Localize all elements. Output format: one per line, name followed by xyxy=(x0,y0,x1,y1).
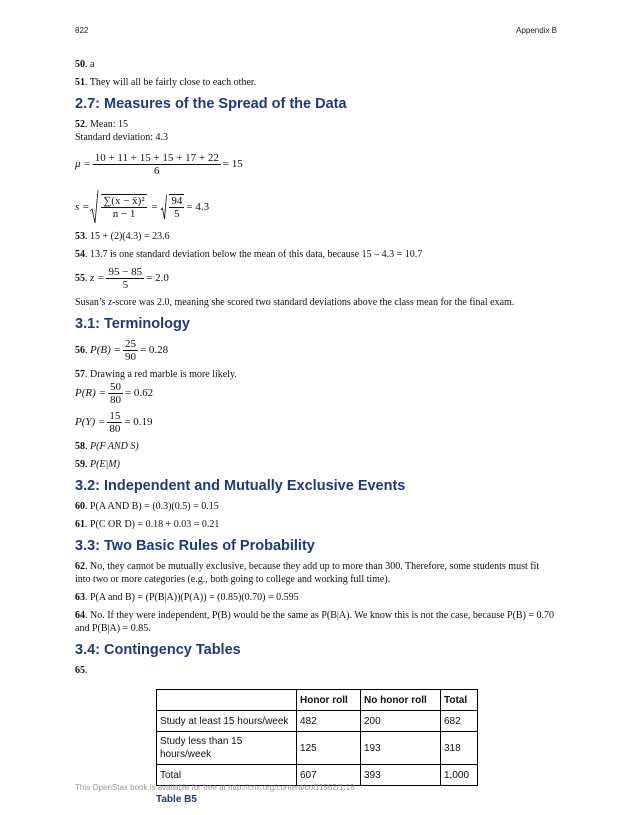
answer-59: 59. P(E|M) xyxy=(75,459,120,470)
answer-64: 64. No. If they were independent, P(B) would be the same as P(B|A). We know this is not the case, because P(B) = 0.70 and P(B|A) = 0.85. xyxy=(75,610,555,634)
table-cell: 393 xyxy=(361,765,441,786)
table-cell: Study less than 15 hours/week xyxy=(157,732,297,765)
mean-formula: μ = $\frac{10 + 11 + 15 + 15 + 17 + 22}{6}$ = 15 xyxy=(75,152,243,177)
section-heading-2-7: 2.7: Measures of the Spread of the Data xyxy=(75,96,347,112)
answer-65: 65. xyxy=(75,665,88,676)
running-header: Appendix B xyxy=(516,26,557,35)
table-cell: Study at least 15 hours/week xyxy=(157,711,297,732)
answer-58: 58. P(F AND S) xyxy=(75,441,139,452)
table-caption: Table B5 xyxy=(156,794,197,805)
answer-60: 60. P(A AND B) = (0.3)(0.5) = 0.15 xyxy=(75,501,219,512)
answer-52: 52. Mean: 15 xyxy=(75,119,129,130)
prob-yellow-formula: P(Y) = $\frac{15}{80}$ = 0.19 xyxy=(75,410,153,435)
answer-57: 57. Drawing a red marble is more likely. xyxy=(75,369,237,380)
contingency-table xyxy=(156,689,478,786)
table-cell: Total xyxy=(157,765,297,786)
answer-53: 53. 15 + (2)(4.3) = 23.6 xyxy=(75,231,170,242)
table-cell: 682 xyxy=(441,711,478,732)
answer-55-note: Susan’s z-score was 2.0, meaning she scored two standard deviations above the class mean for the final exam. xyxy=(75,297,515,308)
table-header-cell: No honor roll xyxy=(361,690,441,711)
table-cell: 125 xyxy=(297,732,361,765)
table-header-cell: Total xyxy=(441,690,478,711)
table-cell: 193 xyxy=(361,732,441,765)
table-row xyxy=(157,732,478,765)
sqrt-icon: $\frac{94}{5}$ xyxy=(160,194,186,220)
section-heading-3-2: 3.2: Independent and Mutually Exclusive Events xyxy=(75,478,406,494)
table-row xyxy=(157,711,478,732)
answer-56: 56 . P(B) = $\frac{25}{90}$ = 0.28 xyxy=(75,338,169,363)
table-cell: 607 xyxy=(297,765,361,786)
answer-50: 50. a xyxy=(75,59,95,70)
table-header-cell xyxy=(157,690,297,711)
page-number: 822 xyxy=(75,26,89,35)
answer-52-sd: Standard deviation: 4.3 xyxy=(75,132,169,143)
table-cell: 1,000 xyxy=(441,765,478,786)
table-header-cell: Honor roll xyxy=(297,690,361,711)
answer-55: 55 . z = $\frac{95 - 85}{5}$ = 2.0 xyxy=(75,266,169,291)
sd-formula: s = $\frac{\text{∑(x − x̄)²}}{n - 1}$ = $\frac{94}{5}$ = 4.3 xyxy=(75,189,557,225)
prob-red-formula: P(R) = $\frac{50}{80}$ = 0.62 xyxy=(75,381,154,406)
answer-63: 63. P(A and B) = (P(B|A))(P(A)) = (0.85)(0.70) = 0.595 xyxy=(75,592,299,603)
page-footer: This OpenStax book is available for free at http://cnx.org/content/col11562/1.18 xyxy=(75,783,355,792)
section-heading-3-1: 3.1: Terminology xyxy=(75,316,190,332)
answer-51: 51. They will all be fairly close to each other. xyxy=(75,77,257,88)
answer-61: 61. P(C OR D) = 0.18 + 0.03 = 0.21 xyxy=(75,519,220,530)
answer-62: 62. No, they cannot be mutually exclusive, because they add up to more than 300. Therefore, some students must fit into two or more categories (e.g., both going to college and working full time). xyxy=(75,561,540,585)
page-content xyxy=(75,58,557,806)
section-heading-3-4: 3.4: Contingency Tables xyxy=(75,642,241,658)
table-cell: 200 xyxy=(361,711,441,732)
section-heading-3-3: 3.3: Two Basic Rules of Probability xyxy=(75,538,315,554)
sqrt-icon: $\frac{\text{∑(x − x̄)²}}{n - 1}$ xyxy=(89,189,148,225)
table-header-row xyxy=(157,690,478,711)
answer-54: 54. 13.7 is one standard deviation below the mean of this data, because 15 – 4.3 = 10.7 xyxy=(75,249,423,260)
table-cell: 318 xyxy=(441,732,478,765)
table-cell: 482 xyxy=(297,711,361,732)
